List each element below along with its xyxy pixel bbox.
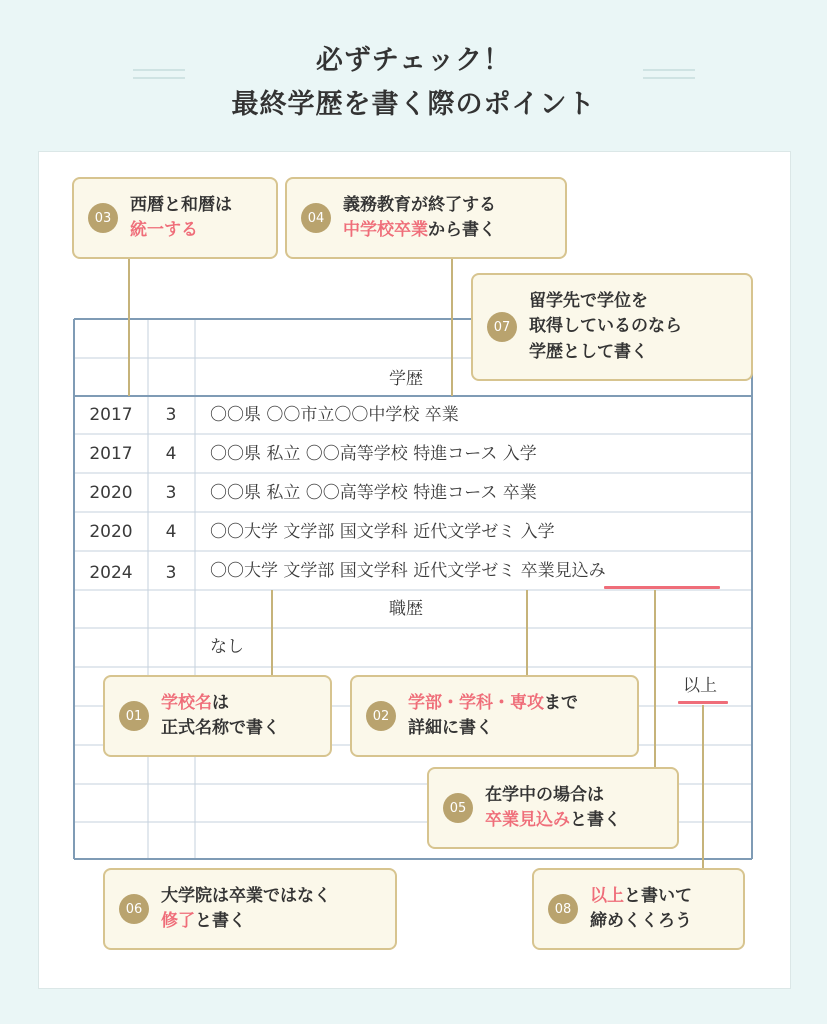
- callout-06-line1: 大学院は卒業ではなく: [161, 885, 331, 906]
- callout-06-highlight: 修了: [161, 911, 195, 931]
- work-section-header: 職歴: [389, 599, 423, 619]
- callout-08-text: [590, 884, 692, 935]
- callout-08-line1-rest: と書いて: [624, 885, 692, 906]
- callout-02-badge: 02: [366, 701, 396, 731]
- callout-05-line2-rest: と書く: [570, 810, 621, 830]
- callout-06-badge: 06: [119, 894, 149, 924]
- graduation-expected-text: 卒業見込み: [520, 561, 606, 581]
- row-5-text: [210, 563, 606, 580]
- callout-04-text: [343, 193, 496, 244]
- callout-08-badge: 08: [548, 894, 578, 924]
- callout-05: [427, 767, 679, 849]
- callout-06-line2-rest: と書く: [195, 911, 246, 931]
- row-5-year: 2024: [89, 563, 133, 583]
- callout-03-text: [130, 193, 232, 244]
- row-4-year: 2020: [89, 522, 133, 542]
- callout-01-text: [161, 691, 280, 742]
- callout-07-line2: 取得しているのなら: [529, 316, 682, 337]
- callout-04: [285, 177, 567, 259]
- callout-08-line2: 締めくくろう: [590, 911, 692, 931]
- row-1-month: 3: [165, 405, 177, 425]
- callout-03: [72, 177, 278, 259]
- callout-02-highlight: 学部・学科・専攻: [408, 692, 544, 713]
- callout-04-highlight: 中学校卒業: [343, 220, 428, 240]
- end-label-underline: [678, 701, 728, 704]
- callout-03-highlight: 統一する: [130, 220, 198, 240]
- row-2-text: 〇〇県 私立 〇〇高等学校 特進コース 入学: [210, 444, 537, 464]
- end-label: 以上: [683, 676, 717, 696]
- callout-01-line1: [161, 691, 280, 717]
- graduation-expected-underline: [604, 586, 720, 589]
- callout-04-line2: [343, 218, 496, 244]
- callout-03-line1: 西暦と和暦は: [130, 194, 232, 215]
- callout-06-text: [161, 884, 331, 935]
- callout-05-highlight: 卒業見込み: [485, 810, 570, 830]
- callout-08-line1: [590, 884, 692, 910]
- callout-02-line1-rest: まで: [544, 692, 578, 713]
- callout-05-line2: [485, 808, 621, 834]
- row-4-month: 4: [165, 522, 177, 542]
- callout-06-line2: [161, 909, 331, 935]
- row-4-text: 〇〇大学 文学部 国文学科 近代文学ゼミ 入学: [210, 522, 555, 542]
- work-none-text: なし: [210, 637, 244, 657]
- callout-07-badge: 07: [487, 312, 517, 342]
- callout-07: [471, 273, 753, 381]
- callout-05-text: [485, 783, 621, 834]
- row-5-month: 3: [165, 563, 177, 583]
- callout-07-line3: 学歴として書く: [529, 341, 648, 362]
- callout-06: [103, 868, 397, 950]
- callout-02-line1: [408, 691, 578, 717]
- callout-02: [350, 675, 639, 757]
- callout-08-highlight: 以上: [590, 885, 624, 906]
- callout-04-line1: 義務教育が終了する: [343, 194, 496, 215]
- row-3-year: 2020: [89, 483, 133, 503]
- callout-02-line2: 詳細に書く: [408, 718, 493, 738]
- callout-03-badge: 03: [88, 203, 118, 233]
- row-3-month: 3: [165, 483, 177, 503]
- callout-01-line1-rest: は: [212, 692, 229, 713]
- row-1-year: 2017: [89, 405, 133, 425]
- callout-05-line1: 在学中の場合は: [485, 784, 604, 805]
- callout-07-line1: 留学先で学位を: [529, 290, 648, 311]
- callout-04-line2-rest: から書く: [428, 220, 496, 240]
- callout-08: [532, 868, 745, 950]
- callout-01-line2: 正式名称で書く: [161, 718, 280, 738]
- row-2-year: 2017: [89, 444, 133, 464]
- callout-01-highlight: 学校名: [161, 692, 212, 713]
- callout-01: [103, 675, 332, 757]
- page-title-line2: 最終学歴を書く際のポイント: [231, 89, 596, 120]
- callout-07-text: [529, 289, 682, 366]
- education-section-header: 学歴: [389, 369, 423, 389]
- callout-01-badge: 01: [119, 701, 149, 731]
- callout-04-badge: 04: [301, 203, 331, 233]
- row-5-text-main: 〇〇大学 文学部 国文学科 近代文学ゼミ: [210, 561, 521, 581]
- row-3-text: 〇〇県 私立 〇〇高等学校 特進コース 卒業: [210, 483, 537, 503]
- page-title-line1: 必ずチェック！: [315, 45, 512, 76]
- callout-02-text: [408, 691, 578, 742]
- callout-05-badge: 05: [443, 793, 473, 823]
- row-2-month: 4: [165, 444, 177, 464]
- row-1-text: 〇〇県 〇〇市立〇〇中学校 卒業: [210, 405, 459, 425]
